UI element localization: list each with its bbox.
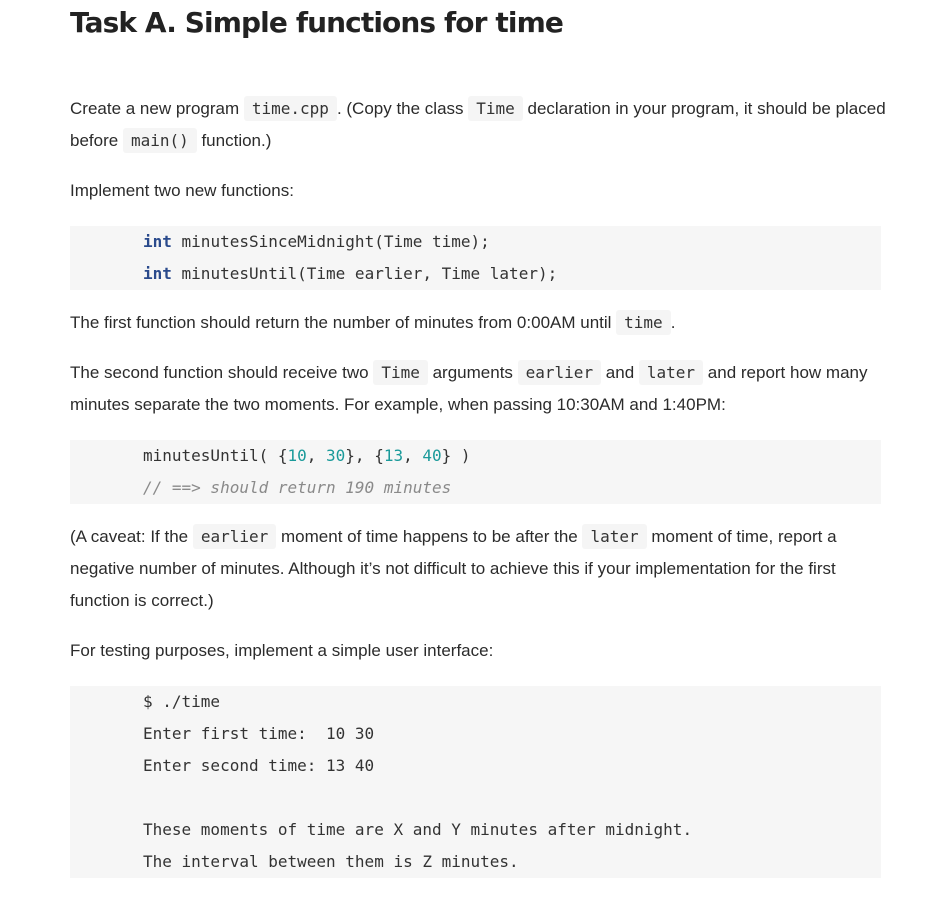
code-line: [143, 440, 881, 472]
code-text: minutesUntil(Time earlier, Time later);: [171, 264, 558, 283]
paragraph-testing: For testing purposes, implement a simple user interface:: [70, 641, 494, 660]
code-earlier: earlier: [518, 360, 601, 385]
code-earlier: earlier: [193, 524, 276, 549]
text: function.): [196, 131, 272, 150]
text: The first function should return the number of minutes from 0:00AM until: [70, 313, 617, 332]
code-time-class: Time: [468, 96, 523, 121]
text: Create a new program: [70, 99, 244, 118]
terminal-line: Enter second time: 13 40: [143, 756, 375, 775]
code-block-declarations: [70, 226, 881, 290]
paragraph-first-function: [70, 307, 890, 339]
paragraph-caveat: [70, 521, 890, 617]
code-later: later: [639, 360, 703, 385]
terminal-line: $ ./time: [143, 692, 221, 711]
code-comment: // ==> should return 190 minutes: [143, 478, 452, 497]
code-text: ,: [403, 446, 423, 465]
code-block-example: [70, 440, 881, 504]
paragraph-second-function: [70, 357, 890, 421]
number: 40: [422, 446, 442, 465]
code-time-cpp: time.cpp: [244, 96, 337, 121]
number: 13: [383, 446, 404, 465]
code-block-terminal: [70, 686, 881, 878]
code-text: }, {: [345, 446, 384, 465]
text: moment of time, report a negative number of minutes. Although it’s not difficult to achieve this if your implementation for the first function is correct.): [70, 527, 837, 610]
terminal-line: The interval between them is Z minutes.: [143, 852, 519, 871]
code-later: later: [582, 524, 646, 549]
code-text: } ): [441, 446, 471, 465]
code-time-type: Time: [373, 360, 428, 385]
number: 30: [326, 446, 346, 465]
text: arguments: [427, 363, 518, 382]
text: moment of time happens to be after the: [276, 527, 583, 546]
text: and: [601, 363, 639, 382]
code-time: time: [616, 310, 671, 335]
keyword: int: [143, 232, 172, 251]
code-text: ,: [306, 446, 327, 465]
terminal-blank-line: [143, 782, 881, 814]
text: (A caveat: If the: [70, 527, 193, 546]
number: 10: [287, 446, 307, 465]
code-main: main(): [123, 128, 197, 153]
text: .: [670, 313, 676, 332]
text: declaration in your program, it should be placed before: [70, 99, 886, 150]
page-title: Task A. Simple functions for time: [70, 6, 563, 39]
code-line: [143, 258, 881, 290]
paragraph-create-program: [70, 93, 890, 157]
paragraph-implement: Implement two new functions:: [70, 181, 294, 200]
code-text: minutesSinceMidnight(Time time);: [171, 232, 490, 251]
terminal-line: Enter first time: 10 30: [143, 724, 375, 743]
text: The second function should receive two: [70, 363, 374, 382]
keyword: int: [143, 264, 172, 283]
text: . (Copy the class: [336, 99, 469, 118]
code-text: minutesUntil( {: [143, 446, 288, 465]
text: and report how many minutes separate the two moments. For example, when passing 10:30AM and 1:40PM:: [70, 363, 868, 414]
terminal-line: These moments of time are X and Y minutes after midnight.: [143, 820, 693, 839]
code-line: [143, 226, 881, 258]
